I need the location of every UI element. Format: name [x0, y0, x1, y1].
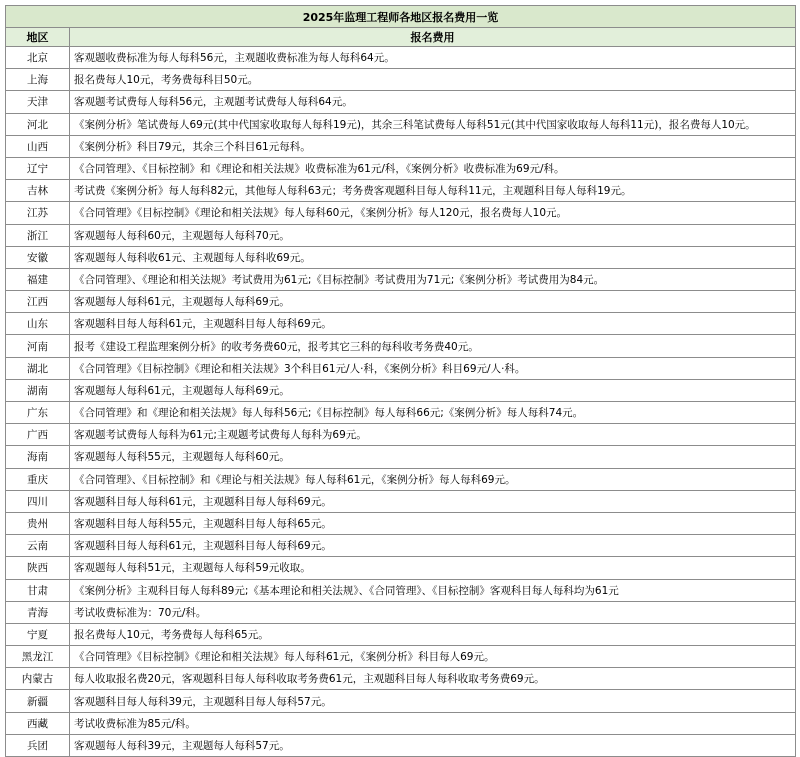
fee-cell: 客观题科目每人每科39元，主观题科目每人每科57元。: [70, 690, 796, 712]
table-title-row: [6, 6, 796, 28]
fee-cell: 客观题科目每人每科61元，主观题科目每人每科69元。: [70, 313, 796, 335]
fee-cell: 每人收取报名费20元，客观题科目每人每科收取考务费61元，主观题科目每人每科收取考务费69元。: [70, 668, 796, 690]
region-cell: 湖北: [6, 357, 70, 379]
table-row: [6, 446, 796, 468]
region-cell: 上海: [6, 69, 70, 91]
region-cell: 辽宁: [6, 157, 70, 179]
fee-cell: 《案例分析》科目79元，其余三个科目61元每科。: [70, 135, 796, 157]
fee-table: [5, 5, 796, 757]
fee-cell: 客观题考试费每人每科56元，主观题考试费每人每科64元。: [70, 91, 796, 113]
fee-cell: 客观题收费标准为每人每科56元，主观题收费标准为每人每科64元。: [70, 47, 796, 69]
table-row: [6, 402, 796, 424]
region-cell: 贵州: [6, 512, 70, 534]
table-row: [6, 91, 796, 113]
region-cell: 陕西: [6, 557, 70, 579]
region-cell: 江苏: [6, 202, 70, 224]
fee-cell: 《合同管理》、《目标控制》和《理论与相关法规》每人每科61元，《案例分析》每人每科69元。: [70, 468, 796, 490]
table-row: [6, 202, 796, 224]
region-cell: 天津: [6, 91, 70, 113]
region-cell: 四川: [6, 490, 70, 512]
table-row: [6, 690, 796, 712]
column-header-region: 地区: [6, 28, 70, 47]
fee-cell: 《合同管理》、《理论和相关法规》考试费用为61元;《目标控制》考试费用为71元;《案例分析》考试费用为84元。: [70, 268, 796, 290]
column-header-fee: 报名费用: [70, 28, 796, 47]
table-row: [6, 379, 796, 401]
table-row: [6, 601, 796, 623]
table-title: 2025年监理工程师各地区报名费用一览: [6, 6, 796, 28]
table-row: [6, 490, 796, 512]
fee-cell: 考试费《案例分析》每人每科82元，其他每人每科63元；考务费客观题科目每人每科11元，主观题科目每人每科19元。: [70, 180, 796, 202]
table-row: [6, 47, 796, 69]
fee-cell: 报名费每人10元，考务费每科目50元。: [70, 69, 796, 91]
region-cell: 山西: [6, 135, 70, 157]
region-cell: 北京: [6, 47, 70, 69]
region-cell: 河北: [6, 113, 70, 135]
region-cell: 安徽: [6, 246, 70, 268]
table-row: [6, 135, 796, 157]
fee-cell: 报考《建设工程监理案例分析》的收考务费60元，报考其它三科的每科收考务费40元。: [70, 335, 796, 357]
region-cell: 新疆: [6, 690, 70, 712]
region-cell: 内蒙古: [6, 668, 70, 690]
table-row: [6, 623, 796, 645]
region-cell: 云南: [6, 535, 70, 557]
fee-cell: 客观题每人每科55元，主观题每人每科60元。: [70, 446, 796, 468]
fee-cell: 《合同管理》《目标控制》《理论和相关法规》每人每科60元，《案例分析》每人120元，报名费每人10元。: [70, 202, 796, 224]
region-cell: 浙江: [6, 224, 70, 246]
region-cell: 山东: [6, 313, 70, 335]
table-row: [6, 313, 796, 335]
table-row: [6, 224, 796, 246]
fee-cell: 客观题科目每人每科55元，主观题科目每人每科65元。: [70, 512, 796, 534]
fee-cell: 客观题科目每人每科61元，主观题科目每人每科69元。: [70, 490, 796, 512]
fee-cell: 《案例分析》笔试费每人69元(其中代国家收取每人每科19元)，其余三科笔试费每人每科51元(其中代国家收取每人每科11元)，报名费每人10元。: [70, 113, 796, 135]
table-row: [6, 246, 796, 268]
fee-cell: 《案例分析》主观科目每人每科89元;《基本理论和相关法规》、《合同管理》、《目标控制》客观科目每人每科均为61元: [70, 579, 796, 601]
table-row: [6, 357, 796, 379]
table-row: [6, 734, 796, 756]
region-cell: 广西: [6, 424, 70, 446]
table-body: [6, 47, 796, 757]
fee-cell: 客观题每人每科39元，主观题每人每科57元。: [70, 734, 796, 756]
region-cell: 福建: [6, 268, 70, 290]
fee-cell: 客观题每人每科61元，主观题每人每科69元。: [70, 379, 796, 401]
region-cell: 黑龙江: [6, 646, 70, 668]
region-cell: 广东: [6, 402, 70, 424]
fee-cell: 《合同管理》《目标控制》《理论和相关法规》每人每科61元，《案例分析》科目每人69元。: [70, 646, 796, 668]
region-cell: 兵团: [6, 734, 70, 756]
fee-cell: 考试收费标准为85元/科。: [70, 712, 796, 734]
fee-cell: 《合同管理》和《理论和相关法规》每人每科56元;《目标控制》每人每科66元;《案例分析》每人每科74元。: [70, 402, 796, 424]
fee-cell: 客观题每人每科收61元、主观题每人每科收69元。: [70, 246, 796, 268]
fee-cell: 客观题每人每科61元，主观题每人每科69元。: [70, 291, 796, 313]
fee-cell: 考试收费标准为：70元/科。: [70, 601, 796, 623]
region-cell: 重庆: [6, 468, 70, 490]
table-row: [6, 157, 796, 179]
fee-cell: 客观题每人每科60元，主观题每人每科70元。: [70, 224, 796, 246]
table-row: [6, 512, 796, 534]
region-cell: 河南: [6, 335, 70, 357]
region-cell: 西藏: [6, 712, 70, 734]
region-cell: 吉林: [6, 180, 70, 202]
table-row: [6, 69, 796, 91]
table-row: [6, 424, 796, 446]
region-cell: 甘肃: [6, 579, 70, 601]
fee-cell: 《合同管理》《目标控制》《理论和相关法规》3个科目61元/人·科，《案例分析》科目69元/人·科。: [70, 357, 796, 379]
table-row: [6, 335, 796, 357]
table-row: [6, 180, 796, 202]
region-cell: 宁夏: [6, 623, 70, 645]
table-row: [6, 557, 796, 579]
table-row: [6, 535, 796, 557]
fee-cell: 客观题科目每人每科61元，主观题科目每人每科69元。: [70, 535, 796, 557]
region-cell: 海南: [6, 446, 70, 468]
fee-cell: 客观题每人每科51元，主观题每人每科59元收取。: [70, 557, 796, 579]
fee-table-container: [5, 5, 796, 757]
table-header-row: [6, 28, 796, 47]
region-cell: 青海: [6, 601, 70, 623]
table-row: [6, 291, 796, 313]
region-cell: 江西: [6, 291, 70, 313]
table-row: [6, 579, 796, 601]
table-row: [6, 668, 796, 690]
table-row: [6, 712, 796, 734]
table-row: [6, 268, 796, 290]
fee-cell: 《合同管理》、《目标控制》和《理论和相关法规》收费标准为61元/科，《案例分析》收费标准为69元/科。: [70, 157, 796, 179]
table-row: [6, 468, 796, 490]
table-row: [6, 113, 796, 135]
table-row: [6, 646, 796, 668]
fee-cell: 客观题考试费每人每科为61元;主观题考试费每人每科为69元。: [70, 424, 796, 446]
fee-cell: 报名费每人10元，考务费每人每科65元。: [70, 623, 796, 645]
region-cell: 湖南: [6, 379, 70, 401]
